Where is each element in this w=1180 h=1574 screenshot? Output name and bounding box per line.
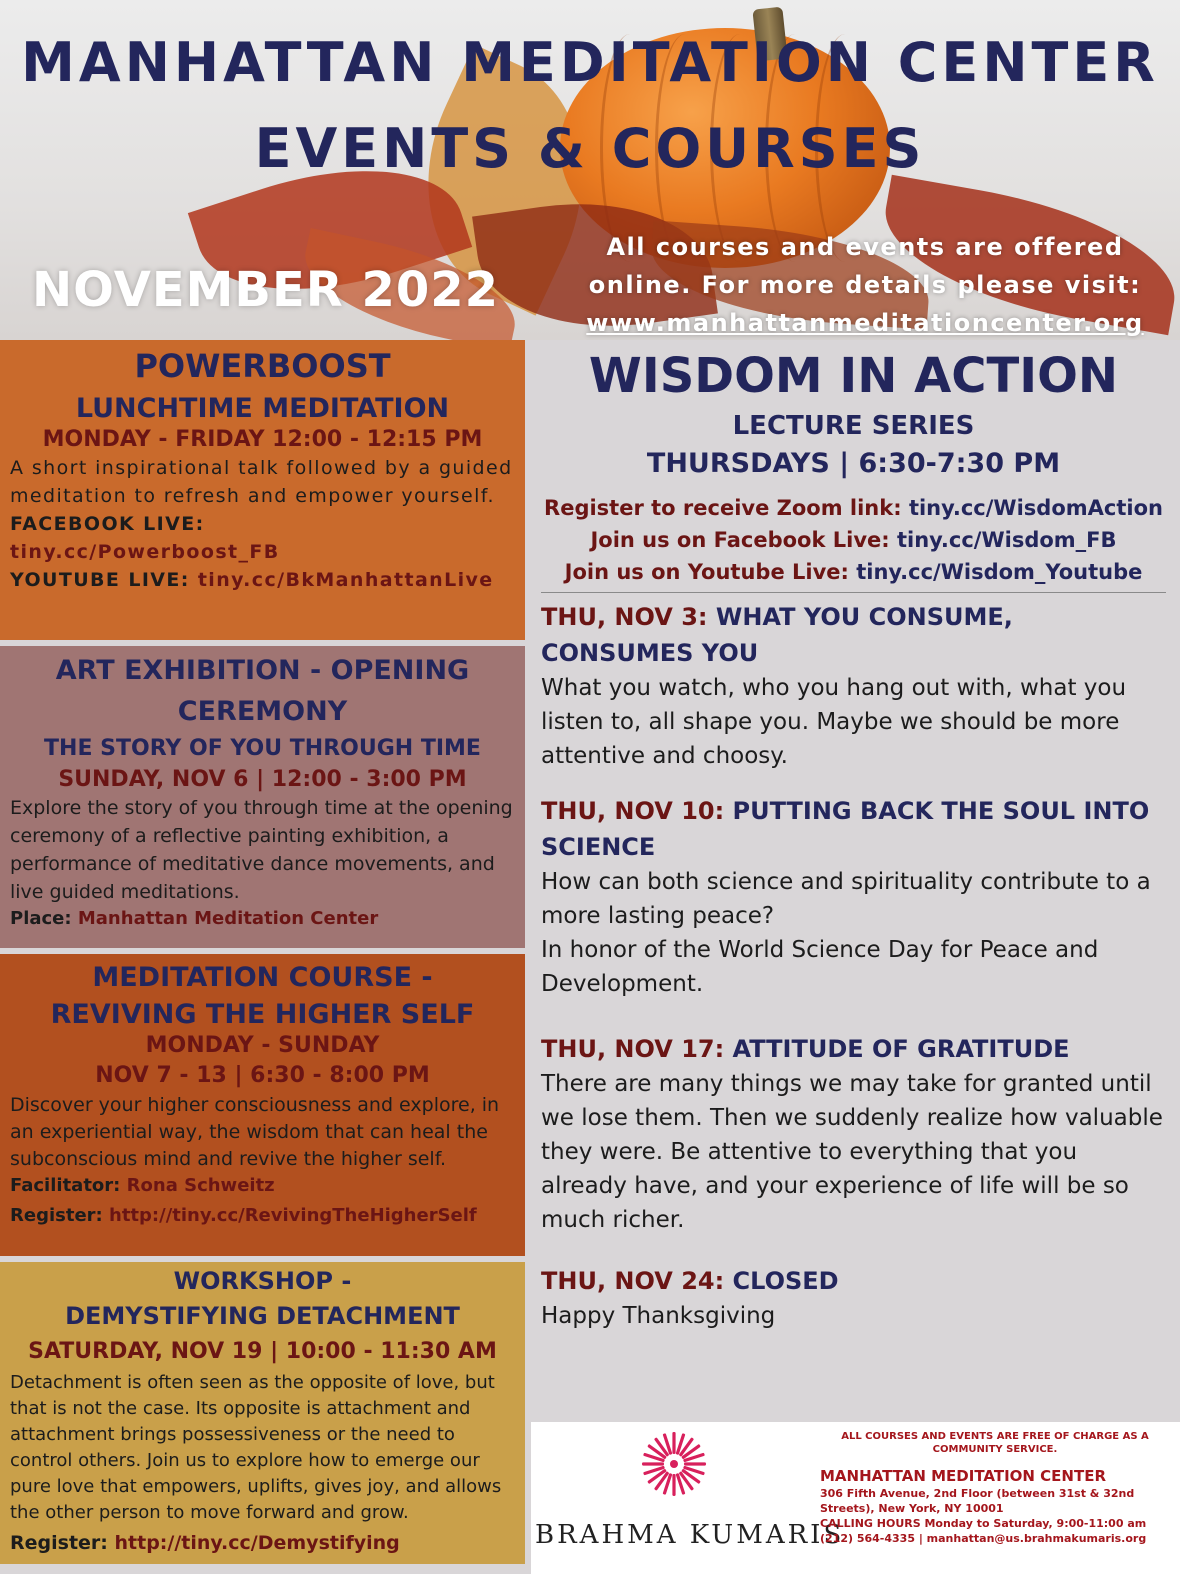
art-subtitle: THE STORY OF YOU THROUGH TIME	[44, 736, 481, 761]
powerboost-subtitle: LUNCHTIME MEDITATION	[75, 393, 450, 424]
event-title: PUTTING BACK THE SOUL INTO SCIENCE	[541, 797, 1150, 861]
brahma-kumaris-sun-icon	[640, 1430, 708, 1498]
wisdom-subtitle: LECTURE SERIES	[732, 411, 975, 441]
event-heading	[541, 793, 1166, 865]
art-title-line2: CEREMONY	[177, 696, 348, 727]
wisdom-title: WISDOM IN ACTION	[588, 348, 1119, 404]
course-days: MONDAY - SUNDAY	[145, 1033, 380, 1058]
online-notice-line1: All courses and events are offered	[606, 233, 1124, 261]
event-heading	[541, 1263, 1166, 1299]
place-value: Manhattan Meditation Center	[77, 908, 379, 929]
youtube-live-link[interactable]: tiny.cc/BkManhattanLive	[197, 569, 494, 591]
event-title: WHAT YOU CONSUME, CONSUMES YOU	[541, 603, 1013, 667]
art-title-line1: ART EXHIBITION - OPENING	[55, 655, 470, 686]
free-of-charge-note: ALL COURSES AND EVENTS ARE FREE OF CHARGE AS A COMMUNITY SERVICE.	[841, 1431, 1149, 1455]
register-label: Register:	[10, 1532, 108, 1554]
center-name: MANHATTAN MEDITATION CENTER	[820, 1467, 1107, 1485]
brand-name: BRAHMA KUMARIS	[535, 1520, 845, 1550]
youtube-label: Join us on Youtube Live:	[564, 560, 849, 584]
course-register-row	[10, 1203, 515, 1229]
workshop-description: Detachment is often seen as the opposite of love, but that is not the case. Its opposite is attachment and attachment brings possessiveness or the need to control others. Join us to explore how to emerge our pure love that empowers, uplifts, gives joy, and allows the other person to move forward and grow.	[10, 1372, 502, 1523]
course-title-line2: REVIVING THE HIGHER SELF	[50, 999, 475, 1030]
event-description: What you watch, who you hang out with, what you listen to, all shape you. Maybe we should be more attentive and choosy.	[541, 675, 1127, 769]
workshop-register-row	[10, 1530, 515, 1556]
event-description-extra: In honor of the World Science Day for Peace and Development.	[541, 937, 1099, 997]
online-notice	[560, 228, 1170, 340]
event-title: ATTITUDE OF GRATITUDE	[732, 1035, 1070, 1063]
course-schedule: NOV 7 - 13 | 6:30 - 8:00 PM	[95, 1063, 430, 1088]
workshop-title-line2: DEMYSTIFYING DETACHMENT	[65, 1302, 460, 1330]
place-label: Place:	[10, 908, 72, 929]
powerboost-schedule: MONDAY - FRIDAY 12:00 - 12:15 PM	[42, 427, 483, 452]
course-title-line1: MEDITATION COURSE -	[92, 962, 433, 993]
facebook-row	[541, 524, 1166, 556]
event-description: Happy Thanksgiving	[541, 1303, 776, 1329]
youtube-row	[541, 556, 1166, 588]
workshop-title-line1: WORKSHOP -	[173, 1267, 352, 1295]
facebook-live-label: FACEBOOK LIVE:	[10, 513, 205, 535]
event-date: THU, NOV 17:	[541, 1035, 725, 1063]
art-schedule: SUNDAY, NOV 6 | 12:00 - 3:00 PM	[58, 767, 467, 792]
zoom-register-row	[541, 492, 1166, 524]
page-title-line1: MANHATTAN MEDITATION CENTER	[21, 31, 1159, 94]
youtube-live-row	[10, 566, 515, 594]
event-date: THU, NOV 10:	[541, 797, 725, 825]
event-heading	[541, 599, 1166, 671]
event-item	[541, 1263, 1166, 1333]
art-exhibition-section	[0, 646, 525, 948]
workshop-section	[0, 1262, 525, 1564]
zoom-label: Register to receive Zoom link:	[544, 496, 902, 520]
art-place-row	[10, 906, 515, 932]
workshop-register-link[interactable]: http://tiny.cc/Demystifying	[114, 1532, 400, 1554]
event-date: THU, NOV 24:	[541, 1267, 725, 1295]
event-description: There are many things we may take for granted until we lose them. Then we suddenly realize how valuable they were. Be attentive to everything that you already have, and your experience of life will be so much richer.	[541, 1071, 1163, 1233]
zoom-link[interactable]: tiny.cc/WisdomAction	[908, 496, 1163, 520]
facilitator-label: Facilitator:	[10, 1175, 121, 1196]
event-title: CLOSED	[732, 1267, 839, 1295]
powerboost-section	[0, 340, 525, 640]
powerboost-description: A short inspirational talk followed by a guided meditation to refresh and empower yourself.	[10, 457, 513, 507]
workshop-schedule: SATURDAY, NOV 19 | 10:00 - 11:30 AM	[28, 1339, 497, 1364]
youtube-live-label: YOUTUBE LIVE:	[10, 569, 190, 591]
wisdom-in-action-section	[531, 340, 1180, 1420]
art-description: Explore the story of you through time at the opening ceremony of a reflective painting exhibition, a performance of meditative dance movements, and live guided meditations.	[10, 797, 513, 903]
online-notice-line2: online. For more details please visit:	[588, 271, 1142, 299]
event-description: How can both science and spirituality contribute to a more lasting peace?	[541, 869, 1151, 929]
event-item	[541, 793, 1166, 1001]
wisdom-schedule: THURSDAYS | 6:30-7:30 PM	[646, 448, 1061, 479]
page-title-line2: EVENTS & COURSES	[254, 117, 926, 180]
powerboost-title: POWERBOOST	[134, 347, 391, 385]
website-link[interactable]: www.manhattanmeditationcenter.org	[586, 309, 1144, 337]
event-date: THU, NOV 3:	[541, 603, 708, 631]
divider	[541, 592, 1166, 593]
event-item	[541, 1031, 1166, 1237]
event-item	[541, 599, 1166, 773]
center-contact-info	[820, 1466, 1178, 1546]
register-label: Register:	[10, 1205, 103, 1226]
center-address: 306 Fifth Avenue, 2nd Floor (between 31st & 32nd Streets), New York, NY 10001	[820, 1487, 1135, 1515]
facilitator-value: Rona Schweitz	[126, 1175, 275, 1196]
facilitator-row	[10, 1173, 515, 1199]
event-heading	[541, 1031, 1166, 1067]
facebook-link[interactable]: tiny.cc/Wisdom_FB	[896, 528, 1117, 552]
contact-line[interactable]: (212) 564-4335 | manhattan@us.brahmakumaris.org	[820, 1532, 1147, 1545]
course-description: Discover your higher consciousness and explore, in an experiential way, the wisdom that can heal the subconscious mind and revive the higher self.	[10, 1094, 500, 1170]
calling-hours: CALLING HOURS Monday to Saturday, 9:00-11:00 am	[820, 1517, 1147, 1530]
facebook-label: Join us on Facebook Live:	[590, 528, 890, 552]
meditation-course-section	[0, 954, 525, 1256]
youtube-link[interactable]: tiny.cc/Wisdom_Youtube	[856, 560, 1143, 584]
month-label: NOVEMBER 2022	[32, 262, 500, 318]
course-register-link[interactable]: http://tiny.cc/RevivingTheHigherSelf	[109, 1205, 477, 1226]
facebook-live-link[interactable]: tiny.cc/Powerboost_FB	[10, 541, 280, 563]
header-banner	[0, 0, 1180, 340]
